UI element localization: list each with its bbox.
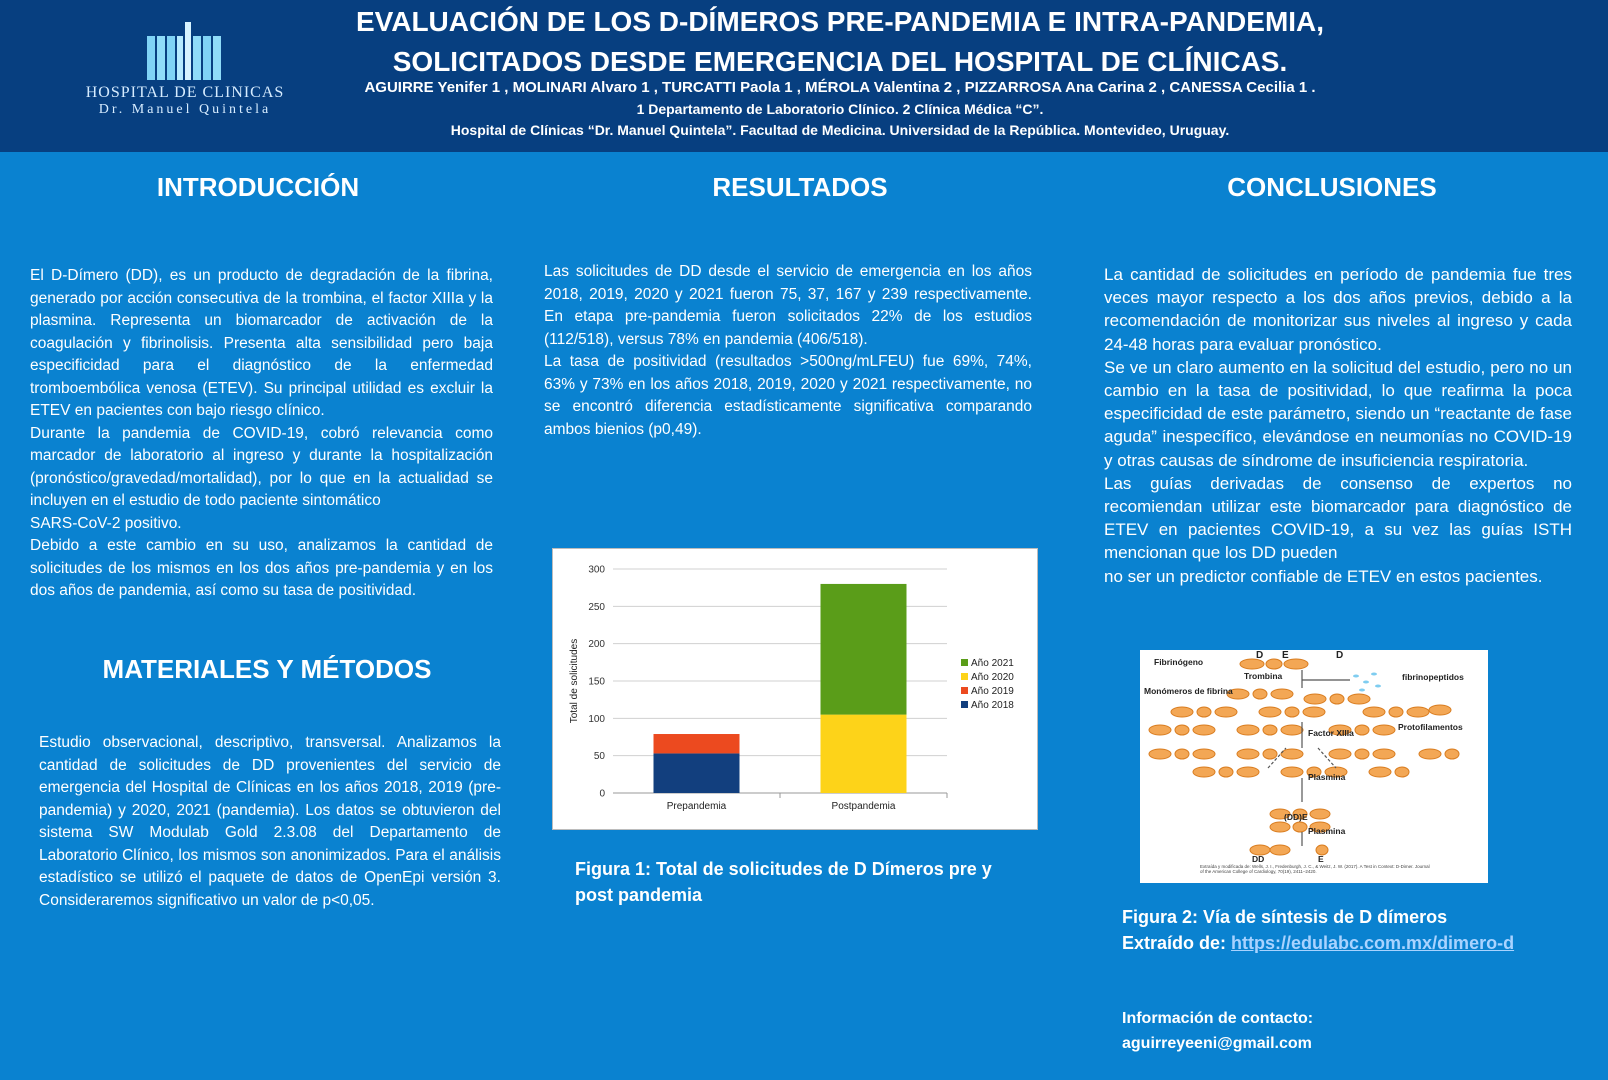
label-e1: E [1282,650,1289,661]
label-fibrinogeno: Fibrinógeno [1154,657,1204,667]
label-fibrinopeptidos: fibrinopeptidos [1402,672,1464,682]
authors: AGUIRRE Yenifer 1 , MOLINARI Alvaro 1 , TURCATTI Paola 1 , MÉROLA Valentina 2 , PIZZARROSA Ana Carina 2 , CANESSA Cecilia 1 . [364,79,1316,96]
y-tick-label: 50 [593,751,605,763]
bar-segment-año-2019-prepandemia [654,734,740,753]
label-trombina: Trombina [1244,671,1283,681]
bar-segment-año-2021-postpandemia [821,584,907,715]
title-line-2: SOLICITADOS DESDE EMERGENCIA DEL HOSPITAL DE CLÍNICAS. [392,46,1288,77]
label-factor-xiiia: Factor XIIIa [1308,728,1354,738]
contact-block [1122,1006,1562,1056]
bar-segment-año-2020-postpandemia [821,715,907,793]
conclusions-paragraph-2: Se ve un claro aumento en la solicitud del estudio, pero no un cambio en la tasa de positividad, lo que reafirma la poca especificidad de este parámetro, siendo un “reactante de fase aguda” inespecífico, elevándose en neumonías no COVID-19 y otras causas de síndrome de insuficiencia respiratoria. [1104,357,1572,470]
figure-2-source-label: Extraído de: [1122,933,1232,953]
affiliation-1: 1 Departamento de Laboratorio Clínico. 2 Clínica Médica “C”. [636,101,1044,117]
legend-swatch [961,673,968,680]
conclusions-paragraph-1: La cantidad de solicitudes en período de pandemia fue tres veces mayor respecto a los dos años previos, debido a la recomendación de monitorizar sus niveles al ingreso y cada 24-48 horas para evaluar pronóstico. [1104,265,1572,354]
legend-label: Año 2018 [971,700,1014,711]
intro-heading: INTRODUCCIÓN [156,172,360,202]
header-banner [0,0,1608,152]
results-paragraph-1: Las solicitudes de DD desde el servicio de emergencia en los años 2018, 2019, 2020 y 2021 fueron 75, 37, 167 y 239 respectivamente. En etapa pre-pandemia fueron solicitados 22% de los estudios (112/518), versus 78% en pandemia (406/518). [544,263,1032,348]
y-tick-label: 150 [588,676,605,688]
label-d2: D [1336,650,1344,661]
label-monomeros: Monómeros de fibrina [1144,686,1233,696]
results-body [544,261,1032,441]
legend-swatch [961,701,968,708]
x-tick-label: Prepandemia [666,801,727,812]
y-tick-label: 0 [599,788,605,800]
methods-body [39,732,501,912]
hospital-logo [80,22,290,118]
intro-paragraph-1: El D-Dímero (DD), es un producto de degradación de la fibrina, generado por acción consecutiva de la trombina, el factor XIIIa y la plasmina. Representa un biomarcador de activación de la coagulación y fibrinolisis. Presenta alta sensibilidad pero baja especificidad para el diagnóstico de la enfermedad tromboembólica venosa (ETEV). Su principal utilidad es excluir la ETEV en pacientes con bajo riesgo clínico. [30,267,493,419]
y-tick-label: 300 [588,564,605,576]
conclusions-body [1104,263,1572,588]
intro-paragraph-2: Durante la pandemia de COVID-19, cobró relevancia como marcador de laboratorio al ingreso y durante la hospitalización (pronóstico/gravedad/mortalidad), por lo que en la actualidad se incluyen en el estudio de todo paciente sintomático [30,424,493,509]
figure-2-caption-block [1122,904,1592,956]
methods-paragraph: Estudio observacional, descriptivo, transversal. Analizamos la cantidad de solicitudes de DD provenientes del servicio de emergencia del Hospital de Clínicas en los años 2018, 2019 (pre-pandemia) y 2020, 2021 (pandemia). Los datos se obtuvieron del sistema SW Modulab Gold 2.3.08 del Departamento de Laboratorio Clínico, los mismos son anonimizados. Para el análisis estadístico se utilizó el paquete de datos de OpenEpi versión 3. Consideraremos significativo un valor de p<0,05. [39,734,501,909]
figure-2-source [1122,930,1592,956]
intro-body [30,265,493,603]
y-axis-label: Total de solicitudes [569,638,580,724]
methods-heading: MATERIALES Y MÉTODOS [102,654,432,684]
figure-2-diagram [1140,650,1488,883]
affiliation-2: Hospital de Clínicas “Dr. Manuel Quintela”. Facultad de Medicina. Universidad de la República. Montevideo, Uruguay. [450,122,1230,138]
legend-label: Año 2020 [971,672,1014,683]
d-dimer-pathway-diagram [1140,650,1488,883]
conclusions-paragraph-4: no ser un predictor confiable de ETEV en estos pacientes. [1104,566,1543,586]
label-dd: DD [1252,854,1265,864]
conclusions-paragraph-3: Las guías derivadas de consenso de expertos no recomiendan utilizar este biomarcador para diagnóstico de ETEV en pacientes COVID-19, a su vez las guías ISTH mencionan que los DD pueden [1104,473,1572,563]
figure-2-caption: Figura 2: Vía de síntesis de D dímeros [1122,907,1448,927]
poster-title [310,2,1370,82]
results-paragraph-2: La tasa de positividad (resultados >500ng/mLFEU) fue 69%, 74%, 63% y 73% en los años 2018, 2019, 2020 y 2021 respectivamente, no se encontró diferencia estadísticamente significativa comparando ambos bienios (p0,49). [544,353,1032,438]
y-tick-label: 250 [588,601,605,613]
legend-swatch [961,687,968,694]
contact-email[interactable]: aguirreyeeni@gmail.com [1122,1035,1312,1052]
intro-paragraph-3: Debido a este cambio en su uso, analizamos la cantidad de solicitudes de los mismos en los dos años pre-pandemia y en los dos años de pandemia, así como su tasa de positividad. [30,537,493,599]
bar-segment-año-2018-prepandemia [654,753,740,793]
legend-label: Año 2019 [971,686,1014,697]
hospital-logo-icon [145,22,225,80]
y-tick-label: 100 [588,713,605,725]
conclusions-heading: CONCLUSIONES [1227,172,1437,202]
figure-2-source-link[interactable]: https://edulabc.com.mx/dimero-d [1231,933,1515,953]
label-protofilamentos: Protofilamentos [1398,722,1463,732]
figure-1-caption: Figura 1: Total de solicitudes de D Dímeros pre y post pandemia [575,859,992,905]
label-d1: D [1256,650,1264,661]
logo-text-line2: Dr. Manuel Quintela [98,102,272,117]
intro-paragraph-2b: SARS-CoV-2 positivo. [30,514,182,532]
x-tick-label: Postpandemia [831,801,896,812]
results-heading: RESULTADOS [712,172,888,202]
label-plasmina-1: Plasmina [1308,772,1346,782]
fibrinopeptide-fragments [1353,673,1381,692]
contact-label: Información de contacto: [1122,1010,1314,1027]
diagram-labels [1144,650,1464,864]
stacked-bar-chart [553,549,1037,829]
legend-label: Año 2021 [971,658,1014,669]
y-tick-label: 200 [588,639,605,651]
logo-text-line1: HOSPITAL DE CLINICAS [85,84,285,101]
label-e2: E [1318,854,1324,864]
title-line-1: EVALUACIÓN DE LOS D-DÍMEROS PRE-PANDEMIA E INTRA-PANDEMIA, [355,6,1325,37]
figure-1-chart [552,548,1038,830]
legend-swatch [961,659,968,666]
diagram-reference: Extraída y modificada de: Wells, J. I., Fredenburgh, J. C., & Weitz, J. W. (2017). A Test in Context: D-Dimer. Journal of the American College of Cardiology, 70(19), 2411–2420. [1200,864,1430,874]
label-dd-e: (DD)E [1284,812,1308,822]
label-plasmina-2: Plasmina [1308,826,1346,836]
diagram-reference-wrapper [1200,864,1430,882]
